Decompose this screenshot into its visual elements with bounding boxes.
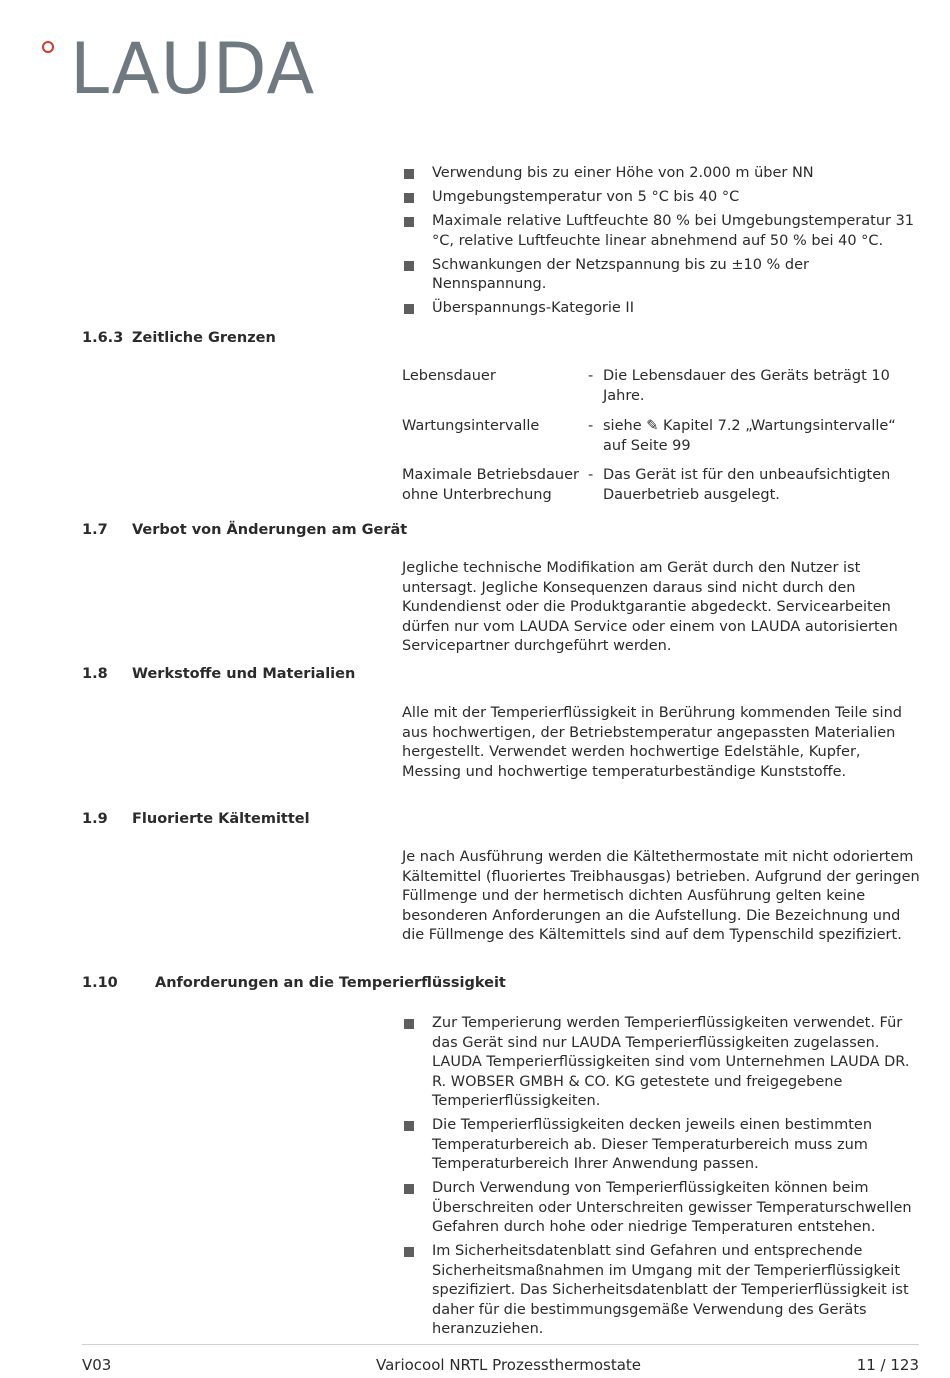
section-heading-1-9: 1.9 Fluorierte Kältemittel: [82, 811, 310, 827]
time-limit-row: Wartungsintervalle - siehe ✎ Kapitel 7.2 „Wartungsintervalle“ auf Seite 99: [402, 417, 922, 456]
square-bullet-icon: [404, 1019, 414, 1029]
footer-version: V03: [82, 1356, 112, 1374]
time-limit-row: Maximale Betriebsdauer ohne Unterbrechung - Das Gerät ist für den unbeaufsichtigten Dauerbetrieb ausgelegt.: [402, 467, 891, 503]
square-bullet-icon: [404, 261, 414, 271]
section-heading-1-6-3: 1.6.3 Zeitliche Grenzen: [82, 330, 276, 346]
lauda-logo: [40, 28, 340, 110]
environment-conditions-list: [404, 164, 924, 323]
square-bullet-icon: [404, 1121, 414, 1131]
section-text-1-9: Je nach Ausführung werden die Kältethermostate mit nicht odoriertem Kältemittel (fluoriertes Treibhausgas) betrieben. Aufgrund der geringen Füllmenge und der hermetisch dichten Ausführung gelten keine besonderen Anforderungen an die Aufstellung. Die Bezeichnung und die Füllmenge des Kältemittels sind auf dem Typenschild spezifiziert.: [402, 849, 920, 943]
square-bullet-icon: [404, 169, 414, 179]
square-bullet-icon: [404, 217, 414, 227]
section-text-1-8: Alle mit der Temperierflüssigkeit in Berührung kommenden Teile sind aus hochwertigen, der Betriebstemperatur angepassten Materialien hergestellt. Verwendet werden hochwertige Edelstähle, Kupfer, Messing und hochwertige temperaturbeständige Kunststoffe.: [402, 705, 902, 780]
list-item: Die Temperierflüssigkeiten decken jeweils einen bestimmten Temperaturbereich ab. Dieser Temperaturbereich muss zum Temperaturbereich Ihrer Anwendung passen.: [404, 1116, 924, 1175]
time-limit-row: Lebensdauer - Die Lebensdauer des Geräts beträgt 10 Jahre.: [402, 368, 890, 404]
list-item: Im Sicherheitsdatenblatt sind Gefahren und entsprechende Sicherheitsmaßnahmen im Umgang mit der Temperierflüssigkeit spezifiziert. Das Sicherheitsdatenblatt der Temperierflüssigkeit ist daher für die bestimmungsgemäße Verwendung des Geräts heranzuziehen.: [404, 1242, 924, 1340]
section-heading-1-7: 1.7 Verbot von Änderungen am Gerät: [82, 522, 408, 538]
section-heading-1-10: 1.10 Anforderungen an die Temperierflüssigkeit: [82, 975, 506, 991]
square-bullet-icon: [404, 193, 414, 203]
section-text-1-7: Jegliche technische Modifikation am Gerät durch den Nutzer ist untersagt. Jegliche Konsequenzen daraus sind nicht durch den Kundendienst oder die Produktgarantie abgedeckt. Servicearbeiten dürfen nur vom LAUDA Service oder einem von LAUDA autorisierten Servicepartner durchgeführt werden.: [402, 560, 898, 654]
section-heading-1-8: 1.8 Werkstoffe und Materialien: [82, 666, 356, 682]
maintenance-link[interactable]: siehe ✎ Kapitel 7.2 „Wartungsintervalle“ auf Seite 99: [603, 418, 896, 454]
list-item: Zur Temperierung werden Temperierflüssigkeiten verwendet. Für das Gerät sind nur LAUDA Temperierflüssigkeiten zugelassen. LAUDA Temperierflüssigkeiten sind vom Unternehmen LAUDA DR. R. WOBSER GMBH & CO. KG getestete und freigegebene Temperierflüssigkeiten.: [404, 1014, 924, 1112]
list-item: Verwendung bis zu einer Höhe von 2.000 m über NN: [404, 164, 924, 184]
list-item: Umgebungstemperatur von 5 °C bis 40 °C: [404, 188, 924, 208]
list-item: Maximale relative Luftfeuchte 80 % bei Umgebungstemperatur 31 °C, relative Luftfeuchte linear abnehmend auf 50 % bei 40 °C.: [404, 212, 924, 251]
time-limits-table: [402, 367, 922, 505]
list-item: Schwankungen der Netzspannung bis zu ±10 % der Nennspannung.: [404, 256, 924, 295]
square-bullet-icon: [404, 304, 414, 314]
footer-divider: [82, 1344, 919, 1345]
logo-ring-icon: [42, 41, 54, 53]
square-bullet-icon: [404, 1247, 414, 1257]
list-item: Überspannungs-Kategorie II: [404, 299, 924, 319]
fluid-requirements-list: [404, 1014, 924, 1344]
square-bullet-icon: [404, 1184, 414, 1194]
logo-text: LAUDA: [70, 28, 316, 110]
list-item: Durch Verwendung von Temperierflüssigkeiten können beim Überschreiten oder Unterschreiten gewisser Temperaturschwellen Gefahren durch hohe oder niedrige Temperaturen entstehen.: [404, 1179, 924, 1238]
footer-page-number: 11 / 123: [856, 1356, 919, 1374]
footer-product: Variocool NRTL Prozessthermostate: [376, 1356, 642, 1374]
